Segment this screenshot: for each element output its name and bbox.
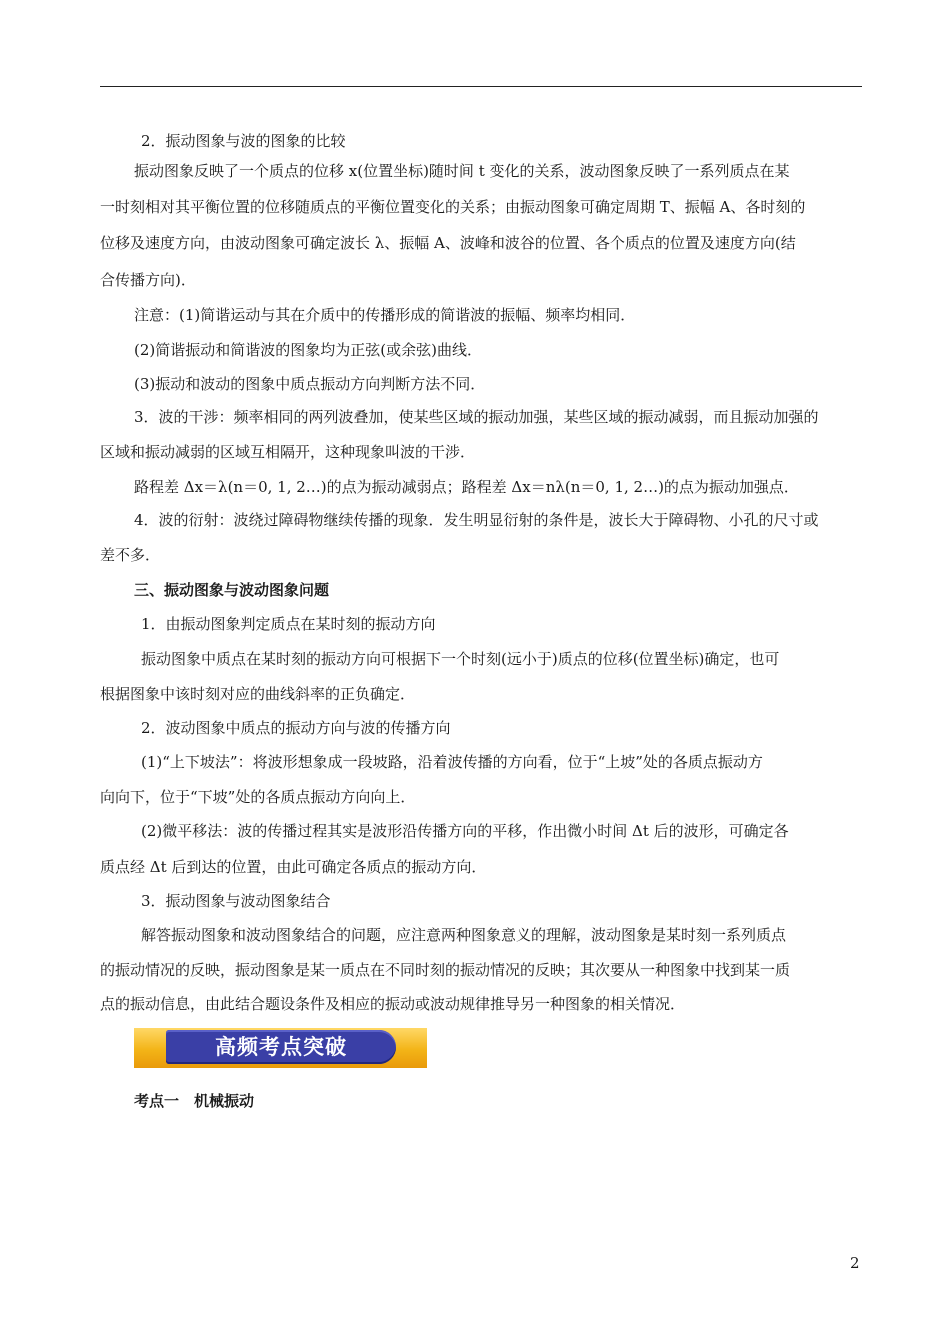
- paragraph-line: 路程差 Δx＝λ(n＝0, 1, 2…)的点为振动减弱点；路程差 Δx＝nλ(n＝0, 1, 2…)的点为振动加强点．: [134, 478, 799, 496]
- paragraph-line: 2．振动图象与波的图象的比较: [141, 132, 346, 150]
- banner-label-panel: [166, 1030, 396, 1064]
- page-number: 2: [850, 1254, 860, 1272]
- paragraph-line: 1．由振动图象判定质点在某时刻的振动方向: [141, 615, 436, 633]
- paragraph-line: (3)振动和波动的图象中质点振动方向判断方法不同．: [134, 375, 486, 393]
- paragraph-line: 合传播方向)．: [100, 271, 196, 289]
- paragraph-line: 质点经 Δt 后到达的位置，由此可确定各质点的振动方向．: [100, 858, 487, 876]
- paragraph-line: (1)“上下坡法”：将波形想象成一段坡路，沿着波传播的方向看，位于“上坡”处的各质点振动方: [141, 753, 763, 771]
- section-heading-point-1: 考点一 机械振动: [134, 1092, 255, 1110]
- paragraph-line: 2．波动图象中质点的振动方向与波的传播方向: [141, 719, 451, 737]
- paragraph-line: 点的振动信息，由此结合题设条件及相应的振动或波动规律推导另一种图象的相关情况．: [100, 995, 686, 1013]
- paragraph-line: 振动图象中质点在某时刻的振动方向可根据下一个时刻(远小于)质点的位移(位置坐标)确定，也可: [141, 650, 780, 668]
- banner-label: 高频考点突破: [215, 1035, 347, 1059]
- paragraph-line: (2)微平移法：波的传播过程其实是波形沿传播方向的平移，作出微小时间 Δt 后的波形，可确定各: [141, 822, 789, 840]
- paragraph-line: 一时刻相对其平衡位置的位移随质点的平衡位置变化的关系；由振动图象可确定周期 T、振幅 A、各时刻的: [100, 198, 806, 216]
- paragraph-line: 3．波的干涉：频率相同的两列波叠加，使某些区域的振动加强，某些区域的振动减弱，而且振动加强的: [134, 408, 819, 426]
- paragraph-line: 向向下，位于“下坡”处的各质点振动方向向上．: [100, 788, 416, 806]
- paragraph-line: 4．波的衍射：波绕过障碍物继续传播的现象．发生明显衍射的条件是，波长大于障碍物、小孔的尺寸或: [134, 511, 819, 529]
- paragraph-line: 解答振动图象和波动图象结合的问题，应注意两种图象意义的理解，波动图象是某时刻一系列质点: [141, 926, 787, 944]
- paragraph-line: 振动图象反映了一个质点的位移 x(位置坐标)随时间 t 变化的关系，波动图象反映了一系列质点在某: [134, 162, 790, 180]
- paragraph-line: (2)简谐振动和简谐波的图象均为正弦(或余弦)曲线．: [134, 341, 482, 359]
- paragraph-line: 3．振动图象与波动图象结合: [141, 892, 331, 910]
- paragraph-line: 注意：(1)简谐运动与其在介质中的传播形成的简谐波的振幅、频率均相同．: [134, 306, 636, 324]
- header-rule: [100, 86, 862, 87]
- paragraph-line: 位移及速度方向，由波动图象可确定波长 λ、振幅 A、波峰和波谷的位置、各个质点的位置及速度方向(结: [100, 234, 796, 252]
- paragraph-line: 的振动情况的反映，振动图象是某一质点在不同时刻的振动情况的反映；其次要从一种图象中找到某一质: [100, 961, 791, 979]
- paragraph-line: 区域和振动减弱的区域互相隔开，这种现象叫波的干涉．: [100, 443, 476, 461]
- paragraph-line: 根据图象中该时刻对应的曲线斜率的正负确定．: [100, 685, 416, 703]
- paragraph-line: 差不多．: [100, 546, 161, 564]
- section-heading-3: 三、振动图象与波动图象问题: [134, 581, 330, 599]
- banner-high-frequency-points: [134, 1028, 427, 1068]
